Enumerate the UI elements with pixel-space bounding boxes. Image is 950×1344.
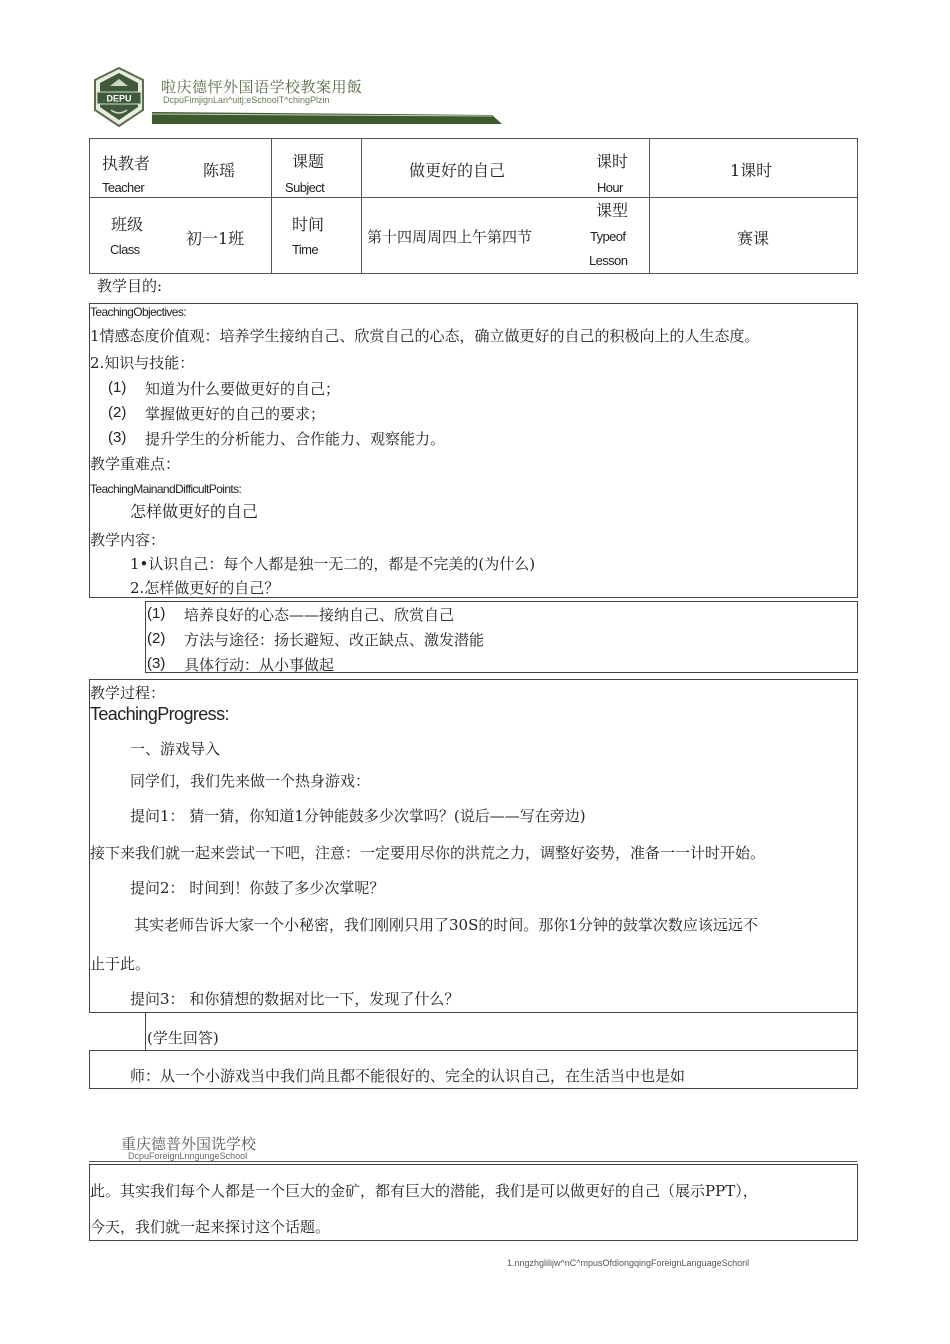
header-bar [152, 112, 502, 124]
teacher-label-cn: 执教者 [102, 154, 151, 173]
objective-item-3: 提升学生的分析能力、合作能力、观察能力。 [145, 430, 446, 448]
type-label-cn: 课型 [596, 201, 629, 220]
class-label-en: Class [110, 242, 140, 257]
objective-item-3-num: (3) [108, 429, 127, 446]
content-item-3: 具体行动：从小事做起 [184, 656, 335, 674]
progress-para-1: 一、游戏导入 [130, 740, 221, 758]
key-points-value: 怎样做更好的自己 [130, 502, 259, 521]
subject-value: 做更好的自己 [409, 161, 506, 180]
objective-item-1-num: (1) [108, 379, 127, 396]
continuation-line-1: 此。其实我们每个人都是一个巨大的金矿，都有巨大的潜能，我们是可以做更好的自己（展示PPT）， [90, 1182, 758, 1200]
progress-para-2: 同学们，我们先来做一个热身游戏： [130, 772, 371, 790]
logo-text: DEPU [106, 93, 132, 104]
progress-heading-en: TeachingProgress: [90, 704, 229, 724]
content-line-2: 2.怎样做更好的自己？ [130, 579, 280, 597]
content-item-2-num: (2) [147, 630, 166, 647]
time-label-cn: 时间 [292, 215, 325, 234]
type-value: 赛课 [737, 229, 770, 248]
progress-para-10: 师：从一个小游戏当中我们尚且都不能很好的、完全的认识自己，在生活当中也是如 [130, 1067, 686, 1085]
progress-para-9: (学生回答) [147, 1029, 219, 1047]
subject-label-cn: 课题 [292, 152, 325, 171]
content-item-3-num: (3) [147, 655, 166, 672]
progress-para-7: 止于此。 [90, 955, 151, 973]
content-heading-cn: 教学内容： [90, 531, 166, 549]
content-item-1: 培养良好的心态——接纳自己、欣赏自己 [184, 606, 455, 624]
objective-item-1: 知道为什么要做更好的自己； [145, 380, 341, 398]
type-label-en-2: Lesson [589, 253, 628, 268]
teacher-label-en: Teacher [102, 180, 145, 195]
objectives-line-2: 2.知识与技能： [90, 354, 195, 372]
time-label-en: Time [292, 242, 319, 257]
objectives-heading-cn: 教学目的: [97, 277, 163, 295]
hour-value: 1课时 [730, 161, 773, 180]
continuation-line-2: 今天，我们就一起来探讨这个话题。 [90, 1218, 331, 1236]
school-logo [89, 66, 149, 128]
footer-school-en: DcpuForeignLnngungeSchool [128, 1151, 248, 1161]
key-points-heading-en: TeachingMainandDifficultPoints: [90, 482, 242, 496]
progress-para-3: 提问1： 猜一猜，你知道1分钟能鼓多少次掌吗？(说后——写在旁边) [130, 807, 586, 825]
class-label-cn: 班级 [111, 215, 144, 234]
key-points-heading-cn: 教学重难点： [90, 455, 181, 473]
progress-para-8: 提问3： 和你猜想的数据对比一下，发现了什么？ [130, 990, 460, 1008]
header-title-cn: 啦庆德怦外国语学校教案用飯 [161, 79, 363, 96]
progress-para-4: 接下来我们就一起来尝试一下吧，注意：一定要用尽你的洪荒之力，调整好姿势，准备一一计时开始。 [90, 844, 766, 862]
hour-label-en: Hour [597, 180, 623, 195]
bottom-campus-text: 1.nngzhglilijw^nC^mpusOfdiongqingForeignLanguageSchoril [507, 1258, 750, 1268]
subject-label-en: Subject [285, 180, 325, 195]
student-answer-box [145, 1012, 858, 1051]
content-item-1-num: (1) [147, 605, 166, 622]
progress-para-6: 其实老师告诉大家一个小秘密，我们刚刚只用了30S的时间。那你1分钟的鼓掌次数应该远远不 [134, 916, 758, 934]
header-title-en: DcpuFimjignLan^uitj;eSchoolT^chingPlzin [163, 95, 330, 105]
class-value: 初一1班 [186, 229, 245, 248]
content-item-2: 方法与途径：扬长避短、改正缺点、激发潜能 [184, 631, 485, 649]
type-label-en-1: Typeof [590, 229, 626, 244]
objective-item-2: 掌握做更好的自己的要求； [145, 405, 326, 423]
objectives-heading-en: TeachingObjectives: [90, 305, 186, 319]
progress-para-5: 提问2： 时间到！你鼓了多少次掌呢？ [130, 879, 385, 897]
progress-heading-cn: 教学过程： [90, 684, 166, 702]
footer-school-cn: 重庆德普外国诜学校 [121, 1136, 257, 1153]
time-value: 第十四周周四上午第四节 [367, 228, 533, 246]
content-line-1: 1•认识自己：每个人都是独一无二的，都是不完美的(为什么) [130, 555, 536, 573]
hour-label-cn: 课时 [596, 152, 629, 171]
teacher-value: 陈瑶 [203, 161, 236, 180]
objective-item-2-num: (2) [108, 404, 127, 421]
page2-divider [89, 1161, 857, 1162]
objectives-line-1: 1情感态度价值观：培养学生接纳自己、欣赏自己的心态，确立做更好的自己的积极向上的人生态度。 [90, 327, 760, 345]
